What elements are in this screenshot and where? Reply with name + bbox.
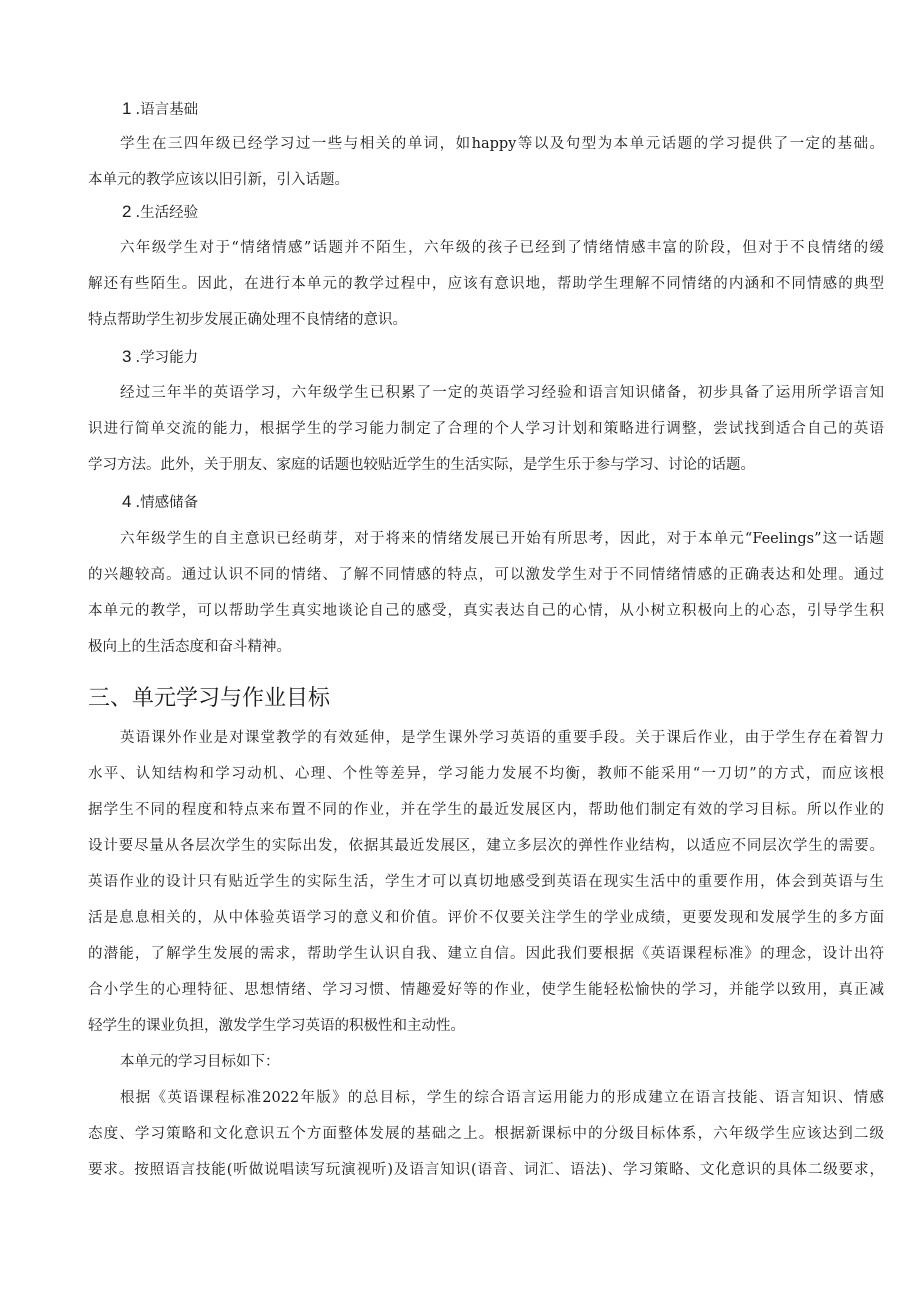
paragraph-line: 要求。按照语言技能(听做说唱读写玩演视听)及语言知识(语音、词汇、语法)、学习策略、文化意识的具体二级要求， [88, 1162, 884, 1178]
heading-learning-ability [122, 347, 198, 368]
paragraph-line: 设计要尽量从各层次学生的实际出发，依据其最近发展区，建立多层次的弹性作业结构，以适应不同层次学生的需要。 [88, 838, 884, 854]
paragraph-line: 英语课外作业是对课堂教学的有效延伸，是学生课外学习英语的重要手段。关于课后作业，由于学生存在着智力 [120, 730, 884, 746]
paragraph-line: 本单元的教学，可以帮助学生真实地谈论自己的感受，真实表达自己的心情，从小树立积极向上的心态，引导学生积 [88, 603, 884, 619]
paragraph-line: 的潜能，了解学生发展的需求，帮助学生认识自我、建立自信。因此我们要根据《英语课程标准》的理念，设计出符 [88, 946, 884, 962]
heading-title: .学习能力 [135, 350, 199, 366]
heading-title: .语言基础 [135, 102, 199, 118]
paragraph-line: 合小学生的心理特征、思想情绪、学习习惯、情趣爱好等的作业，使学生能轻松愉快的学习，并能学以致用，真正减 [88, 982, 884, 998]
heading-number: 1 [122, 99, 132, 118]
heading-language-basis [122, 99, 198, 120]
heading-life-experience [122, 202, 198, 223]
paragraph-line: 经过三年半的英语学习，六年级学生已积累了一定的英语学习经验和语言知识储备，初步具备了运用所学语言知 [120, 385, 884, 401]
heading-title: .生活经验 [135, 205, 199, 221]
paragraph-line: 的兴趣较高。通过认识不同的情绪、了解不同情感的特点，可以激发学生对于不同情绪情感的正确表达和处理。通过 [88, 567, 884, 583]
heading-number: 4 [122, 492, 132, 511]
paragraph-line: 学生在三四年级已经学习过一些与相关的单词，如happy等以及句型为本单元话题的学习提供了一定的基础。 [120, 136, 884, 152]
paragraph-line: 特点帮助学生初步发展正确处理不良情绪的意识。 [88, 312, 407, 328]
paragraph-line: 轻学生的课业负担，激发学生学习英语的积极性和主动性。 [88, 1018, 465, 1034]
paragraph-line: 极向上的生活态度和奋斗精神。 [88, 639, 291, 655]
paragraph-line: 识进行简单交流的能力，根据学生的学习能力制定了合理的个人学习计划和策略进行调整，尝试找到适合自己的英语 [88, 421, 884, 437]
paragraph-line: 英语作业的设计只有贴近学生的实际生活，学生才可以真切地感受到英语在现实生活中的重要作用，体会到英语与生 [88, 874, 884, 890]
heading-number: 2 [122, 202, 132, 221]
heading-number: 3 [122, 347, 132, 366]
paragraph-line: 六年级学生的自主意识已经萌芽，对于将来的情绪发展已开始有所思考，因此，对于本单元“Feelings”这一话题 [120, 531, 884, 547]
paragraph-line: 根据《英语课程标准2022年版》的总目标，学生的综合语言运用能力的形成建立在语言技能、语言知识、情感 [120, 1090, 884, 1106]
paragraph-line: 态度、学习策略和文化意识五个方面整体发展的基础之上。根据新课标中的分级目标体系，六年级学生应该达到二级 [88, 1126, 884, 1142]
paragraph-line: 水平、认知结构和学习动机、心理、个性等差异，学习能力发展不均衡，教师不能采用“一刀切”的方式，而应该根 [88, 766, 884, 782]
paragraph-line: 解还有些陌生。因此，在进行本单元的教学过程中，应该有意识地，帮助学生理解不同情绪的内涵和不同情感的典型 [88, 276, 884, 292]
paragraph-line: 活是息息相关的，从中体验英语学习的意义和价值。评价不仅要关注学生的学业成绩，更要发现和发展学生的多方面 [88, 910, 884, 926]
paragraph-line: 六年级学生对于“情绪情感”话题并不陌生，六年级的孩子已经到了情绪情感丰富的阶段，但对于不良情绪的缓 [120, 240, 884, 256]
paragraph-line: 本单元的教学应该以旧引新，引入话题。 [88, 172, 349, 188]
paragraph-line: 本单元的学习目标如下： [120, 1054, 280, 1070]
heading-title: .情感储备 [135, 495, 199, 511]
heading-emotional-reserve [122, 492, 198, 513]
paragraph-line: 学习方法。此外，关于朋友、家庭的话题也较贴近学生的生活实际，是学生乐于参与学习、讨论的话题。 [88, 457, 755, 473]
paragraph-line: 据学生不同的程度和特点来布置不同的作业，并在学生的最近发展区内，帮助他们制定有效的学习目标。所以作业的 [88, 802, 884, 818]
section-heading: 三、单元学习与作业目标 [88, 686, 331, 711]
